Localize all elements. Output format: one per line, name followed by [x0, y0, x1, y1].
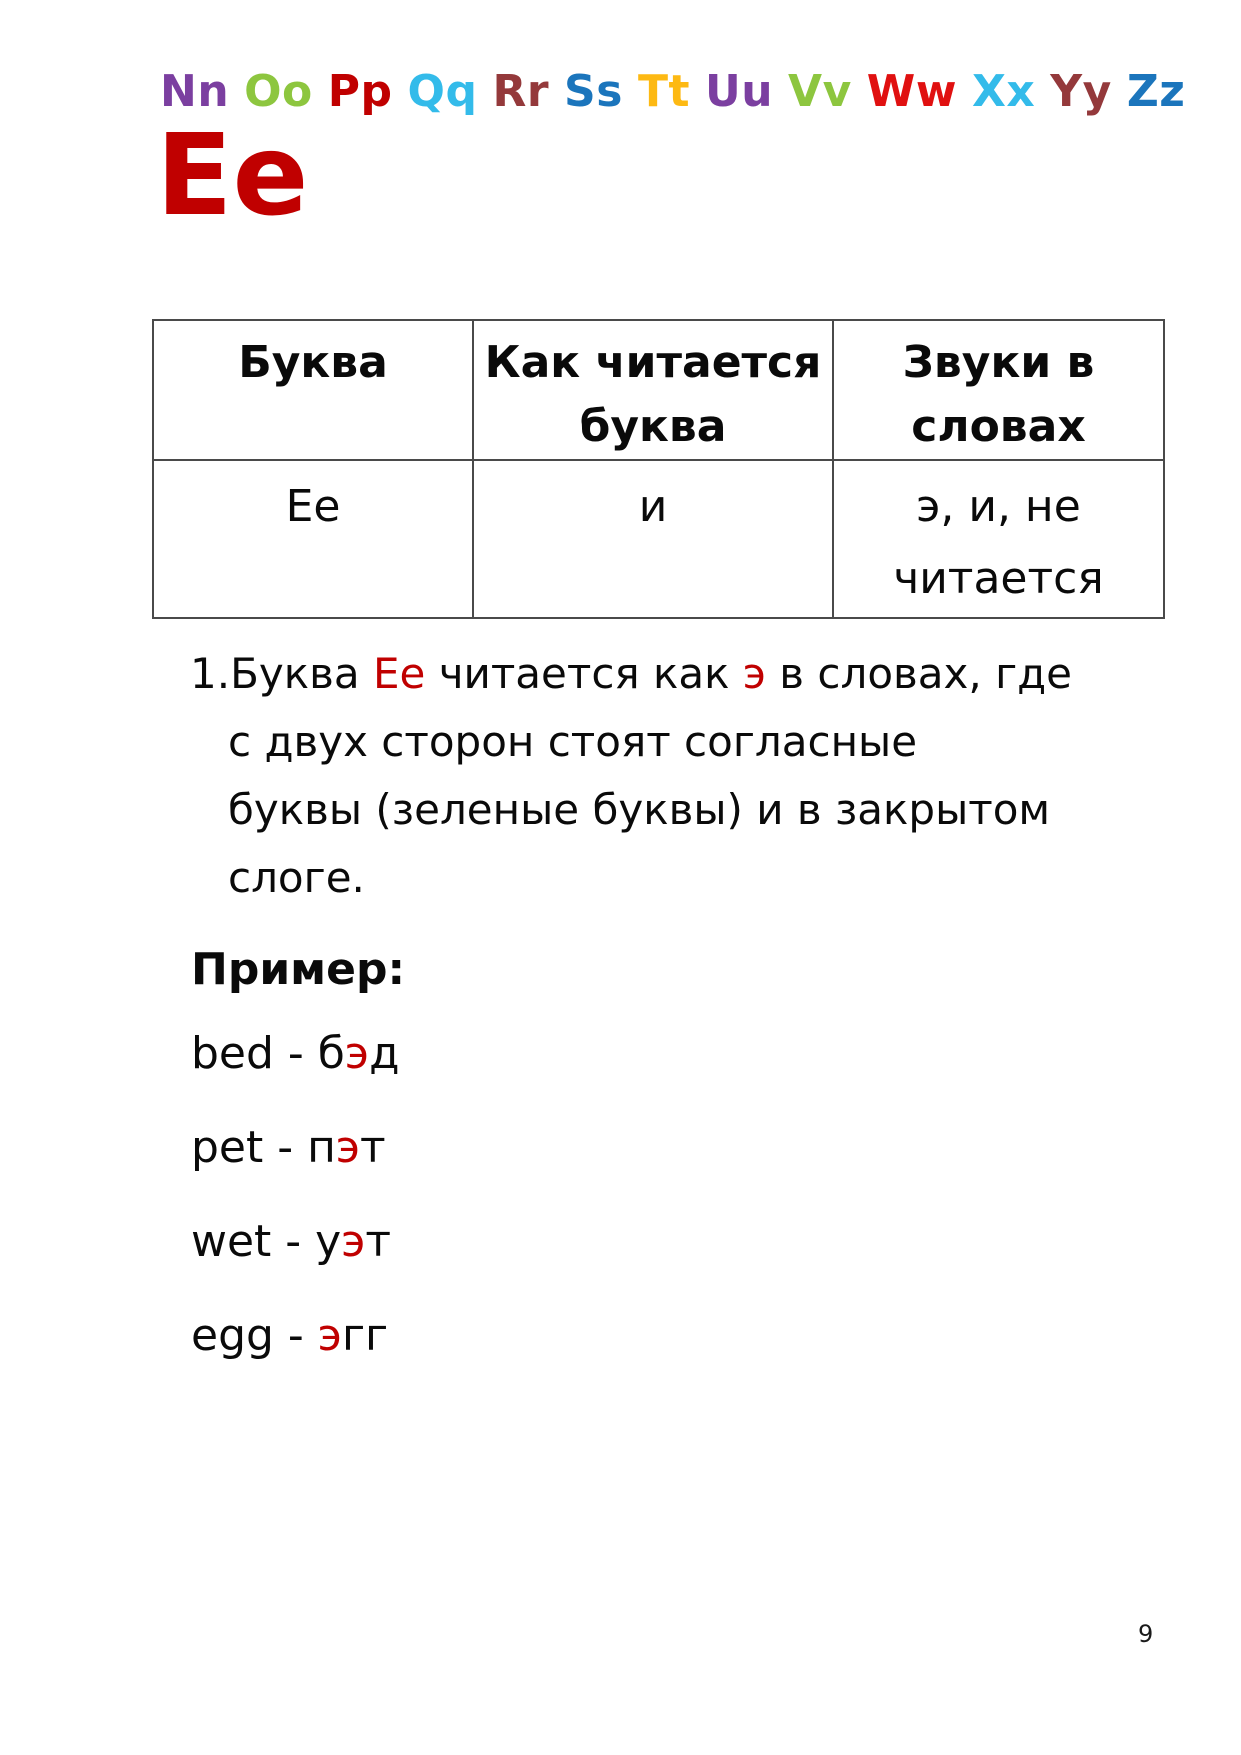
table-cell-sounds: э, и, не читается — [833, 460, 1164, 618]
highlighted-red-text: э — [344, 1028, 370, 1079]
plain-text: в словах, где — [765, 649, 1073, 698]
rule-line — [190, 844, 1090, 912]
plain-text: д — [369, 1028, 400, 1079]
table-cell-letter: Ee — [153, 460, 473, 618]
plain-text: wet - у — [191, 1216, 342, 1267]
plain-text: pet - п — [191, 1122, 336, 1173]
example-line — [191, 1122, 400, 1174]
plain-text: буквы (зеленые буквы) и в закрытом — [228, 785, 1051, 834]
alphabet-row — [160, 66, 1200, 117]
letter-pair-qq: Qq — [407, 66, 478, 117]
rule-line — [190, 776, 1090, 844]
page-title: Ee — [156, 111, 309, 241]
table-cell-how-read: и — [473, 460, 833, 618]
plain-text: слоге. — [228, 853, 365, 902]
rule-line — [190, 640, 1090, 708]
highlighted-red-text: э — [341, 1216, 366, 1267]
plain-text: читается как — [425, 649, 743, 698]
page-number: 9 — [1138, 1620, 1154, 1648]
rule-number: 1. — [190, 649, 231, 698]
example-line — [191, 1028, 400, 1080]
letter-pair-ww: Ww — [866, 66, 957, 117]
letter-pair-tt: Tt — [637, 66, 690, 117]
example-line — [191, 1216, 400, 1268]
example-line — [191, 1310, 400, 1362]
letter-pair-yy: Yy — [1050, 66, 1112, 117]
letter-pair-oo: Oo — [244, 66, 313, 117]
table-header-how-read: Как читается буква — [473, 320, 833, 460]
letter-pair-rr: Rr — [492, 66, 550, 117]
plain-text: т — [360, 1122, 386, 1173]
plain-text: Буква — [230, 649, 373, 698]
highlighted-red-text: э — [742, 649, 766, 698]
table-header-letter: Буква — [153, 320, 473, 460]
highlighted-red-text: э — [335, 1122, 361, 1173]
rule-list — [190, 640, 1090, 912]
phonics-table — [152, 319, 1165, 619]
plain-text: egg - — [191, 1310, 318, 1361]
table-data-row — [153, 460, 1164, 618]
letter-pair-pp: Pp — [327, 66, 393, 117]
plain-text: с двух сторон стоят согласные — [228, 717, 918, 766]
letter-pair-xx: Xx — [971, 66, 1036, 117]
letter-pair-uu: Uu — [704, 66, 774, 117]
examples-list — [191, 1028, 400, 1404]
highlighted-red-text: э — [317, 1310, 342, 1361]
letter-pair-zz: Zz — [1126, 66, 1186, 117]
highlighted-red-text: Ee — [372, 649, 426, 698]
plain-text: bed - б — [191, 1028, 345, 1079]
table-header-row — [153, 320, 1164, 460]
plain-text: т — [365, 1216, 391, 1267]
letter-pair-ss: Ss — [564, 66, 623, 117]
examples-label: Пример: — [191, 944, 406, 995]
plain-text: гг — [341, 1310, 389, 1361]
table-header-sounds: Звуки в словах — [833, 320, 1164, 460]
letter-pair-vv: Vv — [788, 66, 852, 117]
letter-pair-nn: Nn — [160, 66, 230, 117]
rule-line — [190, 708, 1090, 776]
